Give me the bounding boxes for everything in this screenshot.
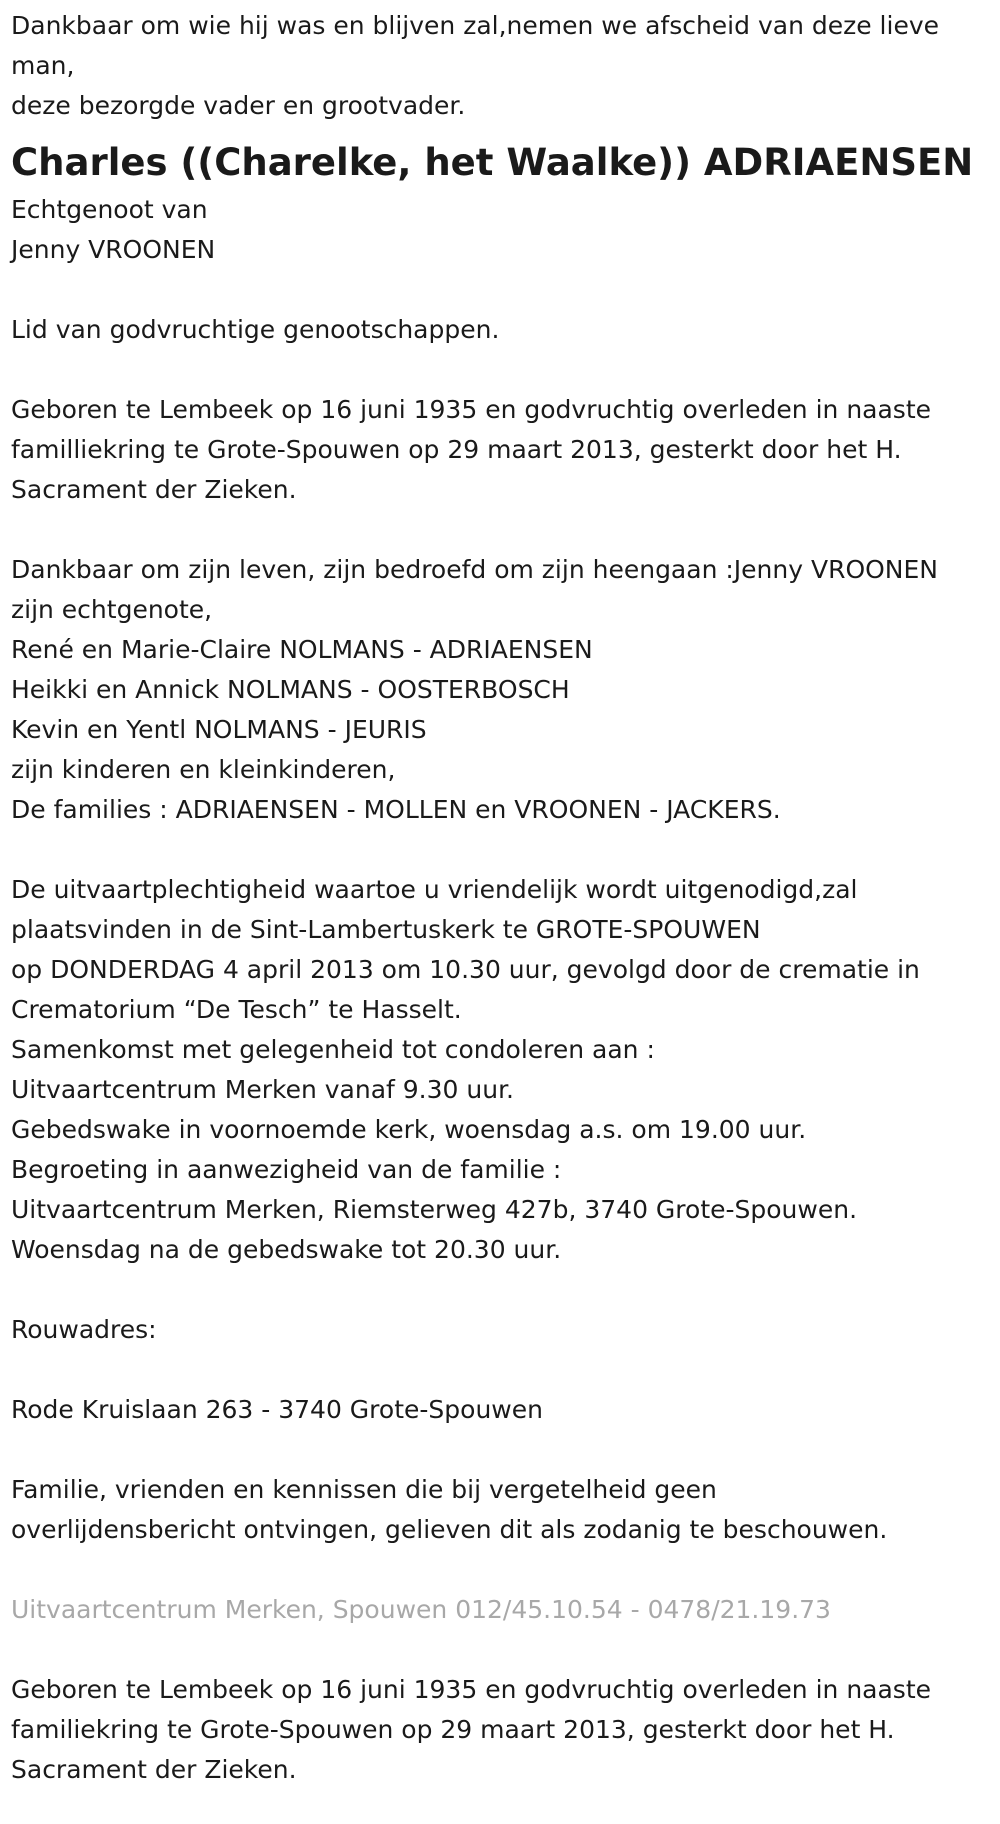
notice-paragraph (11, 1470, 990, 1550)
birth-death-line: Sacrament der Zieken. (11, 475, 297, 504)
funeral-paragraph (11, 870, 990, 1270)
birth-death-paragraph (11, 390, 990, 510)
family-line: Dankbaar om zijn leven, zijn bedroefd om zijn heengaan :Jenny VROONEN (11, 555, 939, 584)
birth-death-repeat-line: Sacrament der Zieken. (11, 1755, 297, 1784)
spacer (11, 1350, 990, 1390)
spacer (11, 510, 990, 550)
notice-line: Familie, vrienden en kennissen die bij vergetelheid geen (11, 1475, 717, 1504)
spacer (11, 350, 990, 390)
funeral-line: Samenkomst met gelegenheid tot condoleren aan : (11, 1035, 655, 1064)
membership-line: Lid van godvruchtige genootschappen. (11, 315, 500, 344)
birth-death-line: familliekring te Grote-Spouwen op 29 maart 2013, gesterkt door het H. (11, 435, 902, 464)
spouse-line: Jenny VROONEN (11, 235, 216, 264)
funeral-line: De uitvaartplechtigheid waartoe u vriendelijk wordt uitgenodigd,zal (11, 875, 858, 904)
funeral-line: Begroeting in aanwezigheid van de familie : (11, 1155, 562, 1184)
address-label: Rouwadres: (11, 1315, 157, 1344)
family-line: Heikki en Annick NOLMANS - OOSTERBOSCH (11, 675, 570, 704)
spacer (11, 1270, 990, 1310)
spacer (11, 1550, 990, 1590)
family-paragraph (11, 550, 990, 830)
funeral-line: Woensdag na de gebedswake tot 20.30 uur. (11, 1235, 562, 1264)
funeral-line: plaatsvinden in de Sint-Lambertuskerk te GROTE-SPOUWEN (11, 915, 761, 944)
spouse-block (11, 190, 990, 270)
intro-line: Dankbaar om wie hij was en blijven zal,nemen we afscheid van deze lieve (11, 11, 940, 40)
family-line: Kevin en Yentl NOLMANS - JEURIS (11, 715, 427, 744)
birth-death-repeat-line: Geboren te Lembeek op 16 juni 1935 en godvruchtig overleden in naaste (11, 1675, 932, 1704)
intro-paragraph (11, 6, 990, 126)
intro-line: deze bezorgde vader en grootvader. (11, 91, 466, 120)
funeral-line: Crematorium “De Tesch” te Hasselt. (11, 995, 462, 1024)
family-line: René en Marie-Claire NOLMANS - ADRIAENSEN (11, 635, 593, 664)
family-line: De families : ADRIAENSEN - MOLLEN en VROONEN - JACKERS. (11, 795, 781, 824)
funeral-line: Uitvaartcentrum Merken, Riemsterweg 427b, 3740 Grote-Spouwen. (11, 1195, 858, 1224)
birth-death-line: Geboren te Lembeek op 16 juni 1935 en godvruchtig overleden in naaste (11, 395, 932, 424)
funeral-line: Gebedswake in voornoemde kerk, woensdag a.s. om 19.00 uur. (11, 1115, 807, 1144)
deceased-name: Charles ((Charelke, het Waalke)) ADRIAENSEN (11, 141, 974, 184)
mourning-address: Rode Kruislaan 263 - 3740 Grote-Spouwen (11, 1395, 543, 1424)
funeral-home-contact: Uitvaartcentrum Merken, Spouwen 012/45.10.54 - 0478/21.19.73 (11, 1595, 831, 1624)
birth-death-repeat-paragraph (11, 1670, 990, 1790)
family-line: zijn echtgenote, (11, 595, 213, 624)
spacer (11, 830, 990, 870)
funeral-line: Uitvaartcentrum Merken vanaf 9.30 uur. (11, 1075, 515, 1104)
spacer (11, 270, 990, 310)
spacer (11, 1630, 990, 1670)
funeral-line: op DONDERDAG 4 april 2013 om 10.30 uur, gevolgd door de crematie in (11, 955, 920, 984)
family-line: zijn kinderen en kleinkinderen, (11, 755, 396, 784)
birth-death-repeat-line: familiekring te Grote-Spouwen op 29 maart 2013, gesterkt door het H. (11, 1715, 895, 1744)
intro-line: man, (11, 51, 75, 80)
notice-line: overlijdensbericht ontvingen, gelieven dit als zodanig te beschouwen. (11, 1515, 888, 1544)
spacer (11, 1430, 990, 1470)
spouse-line: Echtgenoot van (11, 195, 208, 224)
